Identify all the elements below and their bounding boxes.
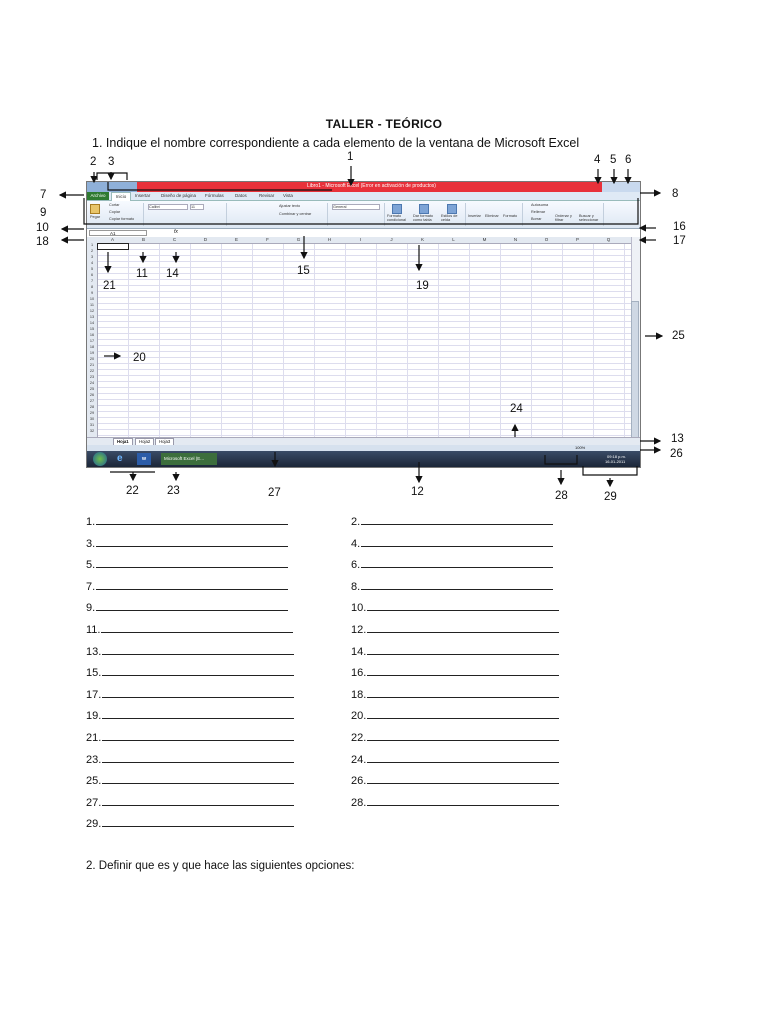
cut-label: Cortar: [109, 203, 120, 207]
row-header: 2: [90, 249, 94, 253]
column-header: H: [327, 237, 332, 242]
column-header: P: [575, 237, 579, 242]
answer-number: 14.: [351, 645, 367, 658]
wrap-text-label: Ajustar texto: [279, 204, 301, 208]
fx-icon: fx: [174, 229, 178, 235]
page-title: TALLER - TEÓRICO: [325, 117, 443, 131]
answer-blank[interactable]: [367, 708, 559, 719]
answer-blank[interactable]: [367, 687, 559, 698]
answer-number: 21.: [86, 732, 102, 744]
row-header: 16: [89, 333, 95, 337]
answer-blank[interactable]: [101, 622, 293, 633]
answer-number: 15.: [86, 667, 102, 680]
callout-4: 4: [594, 154, 601, 166]
clock-time: 09:18 p.m.: [607, 454, 626, 459]
row-header: 4: [90, 261, 94, 265]
answer-line[interactable]: [86, 622, 293, 636]
answer-blank[interactable]: [367, 600, 559, 611]
answer-line[interactable]: [86, 514, 288, 528]
answer-line[interactable]: [86, 773, 294, 787]
answer-number: 18.: [351, 688, 367, 701]
row-header: 9: [90, 291, 94, 295]
row-header: 20: [89, 357, 95, 361]
sort-filter-label: Ordenar y filtrar: [555, 214, 572, 222]
row-header: 29: [89, 411, 95, 415]
answer-number: 23.: [86, 753, 102, 766]
answer-number: 9.: [86, 602, 96, 615]
answer-number: 26.: [351, 775, 367, 788]
column-header: F: [266, 237, 269, 242]
answer-blank[interactable]: [96, 600, 288, 611]
callout-13: 13: [671, 433, 684, 445]
callout-10: 10: [36, 222, 49, 234]
answer-number: 25.: [86, 775, 102, 788]
callout-8: 8: [672, 188, 679, 200]
callout-24: 24: [510, 403, 523, 415]
callout-12: 12: [411, 486, 424, 498]
answer-blank[interactable]: [367, 752, 559, 763]
answer-line[interactable]: [351, 514, 553, 528]
answer-number: 28.: [351, 796, 367, 809]
number-format: General: [332, 204, 380, 210]
answer-line[interactable]: [86, 557, 288, 571]
font-size: 11: [190, 204, 204, 210]
callout-7: 7: [40, 189, 47, 201]
autosum-label: Autosuma: [531, 203, 549, 207]
callout-23: 23: [167, 485, 180, 497]
column-header: B: [141, 237, 145, 242]
callout-16: 16: [673, 221, 686, 233]
callout-9: 9: [40, 207, 47, 219]
answer-line[interactable]: [86, 816, 294, 830]
cond-format-label: Formato condicional: [387, 214, 406, 222]
callout-28: 28: [555, 490, 568, 502]
copy-label: Copiar: [109, 210, 121, 214]
answer-number: 4.: [351, 537, 361, 550]
answer-number: 16.: [351, 667, 367, 680]
answer-line[interactable]: [86, 536, 288, 550]
answer-line[interactable]: [351, 752, 559, 766]
row-header: 6: [90, 273, 94, 277]
column-header: Q: [606, 237, 611, 242]
tab-inicio: Inicio: [111, 192, 131, 201]
answer-number: 13.: [86, 645, 102, 658]
row-header: 19: [89, 351, 95, 355]
taskbar-excel-button: Microsoft Excel (E...: [161, 453, 217, 465]
row-header: 28: [89, 405, 95, 409]
answer-line[interactable]: [86, 600, 288, 614]
row-header: 11: [90, 303, 94, 307]
zoom-level: 100%: [575, 445, 586, 450]
answer-line[interactable]: [86, 795, 294, 809]
row-header: 18: [89, 345, 95, 349]
column-header: N: [513, 237, 518, 242]
callout-2: 2: [90, 156, 97, 168]
answer-line[interactable]: [86, 665, 294, 679]
clock-date: 16-01-2011: [605, 459, 626, 464]
merge-label: Combinar y centrar: [279, 212, 312, 216]
column-header: D: [203, 237, 208, 242]
column-header: A: [110, 237, 114, 242]
paste-label: Pegar: [90, 215, 101, 219]
answer-blank[interactable]: [367, 665, 559, 676]
answer-line[interactable]: [86, 579, 288, 593]
column-header: O: [544, 237, 549, 242]
answer-blank[interactable]: [361, 514, 553, 525]
answer-blank[interactable]: [102, 708, 294, 719]
row-header: 13: [89, 315, 95, 319]
answer-blank[interactable]: [367, 730, 559, 741]
answer-blank[interactable]: [361, 557, 553, 568]
answer-blank[interactable]: [102, 644, 294, 655]
callout-20: 20: [133, 352, 146, 364]
answer-number: 7.: [86, 580, 96, 593]
answer-number: 20.: [351, 710, 367, 723]
row-header: 31: [89, 423, 95, 427]
answer-line[interactable]: [351, 708, 559, 722]
answer-line[interactable]: [351, 536, 553, 550]
name-box: A1: [89, 230, 147, 236]
word-icon: W: [137, 453, 151, 465]
cell-styles-label: Estilos de celda: [441, 214, 458, 222]
column-header: L: [452, 237, 455, 242]
sheet-tab-3: Hoja3: [155, 438, 174, 446]
answer-number: 8.: [351, 580, 361, 593]
row-header: 17: [89, 339, 95, 343]
callout-1: 1: [347, 151, 354, 163]
tab-vista: Vista: [283, 193, 293, 198]
answer-number: 17.: [86, 688, 102, 701]
table-format-label: Dar formato como tabla: [413, 214, 434, 222]
answer-blank[interactable]: [96, 514, 288, 525]
callout-5: 5: [610, 154, 617, 166]
callout-3: 3: [108, 156, 115, 168]
answer-number: 12.: [351, 624, 367, 636]
column-header: C: [172, 237, 177, 242]
answer-blank[interactable]: [102, 665, 294, 676]
answer-number: 19.: [86, 710, 102, 723]
answer-line[interactable]: [351, 579, 553, 593]
font-name: Calibri: [148, 204, 188, 210]
answer-line[interactable]: [351, 600, 559, 614]
answer-blank[interactable]: [102, 687, 294, 698]
answer-number: 10.: [351, 602, 367, 615]
column-header: G: [296, 237, 301, 242]
delete-label: Eliminar: [485, 214, 499, 218]
answer-blank[interactable]: [102, 752, 294, 763]
answer-line[interactable]: [86, 644, 294, 658]
row-header: 25: [89, 387, 95, 391]
find-select-label: Buscar y seleccionar: [579, 214, 599, 222]
answer-number: 27.: [86, 796, 102, 809]
answer-number: 24.: [351, 753, 367, 766]
ie-icon: e: [117, 453, 123, 464]
answer-blank[interactable]: [361, 536, 553, 547]
answer-blank[interactable]: [102, 730, 294, 741]
answer-line[interactable]: [351, 730, 559, 744]
row-header: 1: [90, 243, 94, 247]
question-1: 1. Indique el nombre correspondiente a cada elemento de la ventana de Microsoft Excel: [92, 136, 580, 150]
question-2: 2. Definir que es y que hace las siguientes opciones:: [86, 860, 355, 872]
callout-25: 25: [672, 330, 685, 342]
sheet-tab-1: Hoja1: [113, 438, 133, 446]
row-header: 8: [90, 285, 94, 289]
callout-27: 27: [268, 487, 281, 499]
answer-blank[interactable]: [96, 536, 288, 547]
callout-26: 26: [670, 448, 683, 460]
format-label: Formato: [503, 214, 518, 218]
row-header: 14: [89, 321, 95, 325]
answer-blank[interactable]: [361, 579, 553, 590]
answer-line[interactable]: [351, 665, 559, 679]
callout-21: 21: [103, 280, 116, 292]
answer-number: 11.: [86, 624, 101, 636]
callout-11: 11: [136, 268, 148, 280]
callout-29: 29: [604, 491, 617, 503]
row-header: 7: [90, 279, 94, 283]
sheet-tab-2: Hoja2: [135, 438, 154, 446]
answer-blank[interactable]: [96, 579, 288, 590]
answer-blank[interactable]: [367, 622, 559, 633]
answer-line[interactable]: [351, 622, 559, 636]
fill-label: Rellenar: [531, 210, 546, 214]
answer-blank[interactable]: [102, 816, 294, 827]
tab-formulas: Fórmulas: [205, 193, 224, 198]
row-header: 5: [90, 267, 94, 271]
row-header: 3: [90, 255, 94, 259]
row-header: 27: [89, 399, 95, 403]
answer-line[interactable]: [86, 752, 294, 766]
tab-datos: Datos: [235, 193, 247, 198]
answer-number: 29.: [86, 818, 102, 831]
callout-17: 17: [673, 235, 686, 247]
callout-6: 6: [625, 154, 632, 166]
column-header: I: [359, 237, 362, 242]
answer-number: 2.: [351, 516, 361, 528]
tab-file: Archivo: [87, 192, 109, 200]
answer-blank[interactable]: [102, 773, 294, 784]
answer-line[interactable]: [351, 557, 553, 571]
row-header: 24: [89, 381, 95, 385]
answer-blank[interactable]: [367, 795, 559, 806]
answer-number: 5.: [86, 559, 96, 572]
tab-diseno: Diseño de página: [161, 193, 197, 198]
row-header: 26: [89, 393, 95, 397]
answer-number: 6.: [351, 559, 361, 572]
callout-14: 14: [166, 268, 179, 280]
answer-line[interactable]: [351, 644, 559, 658]
answer-line[interactable]: [351, 795, 559, 809]
tab-revisar: Revisar: [259, 193, 275, 198]
format-painter-label: Copiar formato: [109, 217, 135, 221]
row-header: 10: [89, 297, 95, 301]
row-header: 32: [89, 429, 95, 433]
column-header: M: [482, 237, 487, 242]
row-header: 23: [89, 375, 95, 379]
answer-blank[interactable]: [367, 644, 559, 655]
clear-label: Borrar: [531, 217, 542, 221]
answer-line[interactable]: [351, 773, 559, 787]
row-header: 15: [89, 327, 95, 331]
answer-number: 1.: [86, 516, 96, 528]
answer-line[interactable]: [86, 730, 294, 744]
callout-22: 22: [126, 485, 139, 497]
answer-blank[interactable]: [367, 773, 559, 784]
column-header: J: [390, 237, 393, 242]
answer-number: 3.: [86, 537, 96, 550]
row-header: 22: [89, 369, 95, 373]
row-header: 30: [89, 417, 95, 421]
callout-18: 18: [36, 236, 49, 248]
column-header: K: [420, 237, 424, 242]
callout-15: 15: [297, 265, 310, 277]
answer-line[interactable]: [86, 687, 294, 701]
tab-insertar: Insertar: [135, 193, 151, 198]
window-title: Libro1 - Microsoft Excel (Error en activación de productos): [307, 183, 436, 189]
answer-line[interactable]: [351, 687, 559, 701]
column-header: E: [234, 237, 238, 242]
row-header: 21: [89, 363, 95, 367]
answer-blank[interactable]: [96, 557, 288, 568]
callout-19: 19: [416, 280, 429, 292]
insert-label: Insertar: [468, 214, 481, 218]
answer-blank[interactable]: [102, 795, 294, 806]
answer-line[interactable]: [86, 708, 294, 722]
answer-number: 22.: [351, 732, 367, 744]
row-header: 12: [89, 309, 95, 313]
